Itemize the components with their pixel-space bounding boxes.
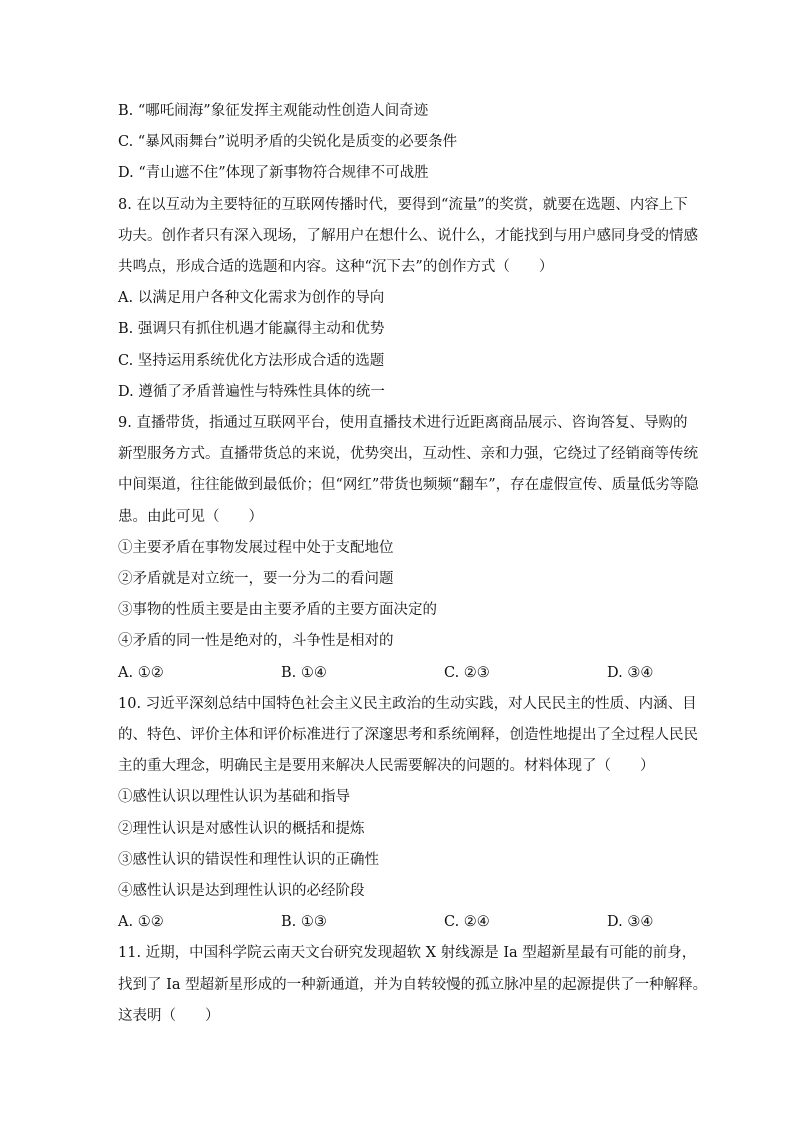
q9-stem-line-2: 新型服务方式。直播带货总的来说，优势突出，互动性、亲和力强，它绕过了经销商等传统 bbox=[118, 446, 698, 463]
q10-option-a: A. ①② bbox=[118, 914, 164, 931]
q7-option-d: D. “青山遮不住”体现了新事物符合规律不可战胜 bbox=[118, 165, 429, 182]
q7-option-b: B. “哪吒闹海”象征发挥主观能动性创造人间奇迹 bbox=[118, 103, 429, 119]
q10-item-2: ②理性认识是对感性认识的概括和提炼 bbox=[118, 820, 365, 837]
q9-item-1: ①主要矛盾在事物发展过程中处于支配地位 bbox=[118, 539, 394, 556]
q8-option-c: C. 坚持运用系统优化方法形成合适的选题 bbox=[118, 352, 385, 369]
q11-stem-line-2: 找到了 Ia 型超新星形成的一种新通道，并为自转较慢的孤立脉冲星的起源提供了一种解释。 bbox=[118, 976, 708, 993]
q10-item-1: ①感性认识以理性认识为基础和指导 bbox=[118, 789, 350, 806]
q9-item-3: ③事物的性质主要是由主要矛盾的主要方面决定的 bbox=[118, 602, 437, 619]
q10-stem-line-2: 的、特色、评价主体和评价标准进行了深邃思考和系统阐释，创造性地提出了全过程人民民 bbox=[118, 727, 698, 744]
q9-options bbox=[118, 658, 688, 689]
q8-option-b: B. 强调只有抓住机遇才能赢得主动和优势 bbox=[118, 321, 385, 338]
q11-stem-line-1: 11. 近期，中国科学院云南天文台研究发现超软 X 射线源是 Ia 型超新星最有可能的前身， bbox=[118, 945, 697, 962]
q9-stem-line-3: 中间渠道，往往能做到最低价；但“网红”带货也频频“翻车”，存在虚假宣传、质量低劣等隐 bbox=[118, 477, 699, 494]
q10-option-d: D. ③④ bbox=[607, 914, 654, 931]
q10-item-3: ③感性认识的错误性和理性认识的正确性 bbox=[118, 851, 379, 868]
q8-stem-line-3: 共鸣点，形成合适的选题和内容。这种“沉下去”的创作方式（ ） bbox=[118, 259, 554, 276]
q9-option-a: A. ①② bbox=[118, 664, 164, 681]
q10-item-4: ④感性认识是达到理性认识的必经阶段 bbox=[118, 883, 365, 900]
q9-item-4: ④矛盾的同一性是绝对的，斗争性是相对的 bbox=[118, 633, 394, 650]
q9-stem-line-1: 9. 直播带货，指通过互联网平台，使用直播技术进行近距离商品展示、咨询答复、导购的 bbox=[118, 415, 688, 432]
document-page bbox=[118, 96, 708, 1032]
q8-stem-line-2: 功夫。创作者只有深入现场，了解用户在想什么、说什么，才能找到与用户感同身受的情感 bbox=[118, 227, 698, 244]
q8-option-a: A. 以满足用户各种文化需求为创作的导向 bbox=[118, 290, 385, 307]
q10-option-b: B. ①③ bbox=[281, 914, 327, 931]
q9-stem-line-4: 患。由此可见（ ） bbox=[118, 508, 263, 525]
q8-stem-line-1: 8. 在以互动为主要特征的互联网传播时代，要得到“流量”的奖赏，就要在选题、内容上下 bbox=[118, 196, 688, 213]
q9-option-c: C. ②③ bbox=[444, 664, 490, 681]
q7-option-c: C. “暴风雨舞台”说明矛盾的尖锐化是质变的必要条件 bbox=[118, 134, 458, 151]
q9-option-d: D. ③④ bbox=[607, 664, 654, 681]
q10-options bbox=[118, 907, 688, 938]
q9-item-2: ②矛盾就是对立统一，要一分为二的看问题 bbox=[118, 571, 394, 588]
q9-option-b: B. ①④ bbox=[281, 664, 327, 681]
q10-stem-line-3: 主的重大理念，明确民主是要用来解决人民需要解决的问题的。材料体现了（ ） bbox=[118, 758, 655, 775]
q10-option-c: C. ②④ bbox=[444, 914, 490, 931]
q8-option-d: D. 遵循了矛盾普遍性与特殊性具体的统一 bbox=[118, 383, 385, 400]
q11-stem-line-3: 这表明（ ） bbox=[118, 1007, 220, 1024]
q10-stem-line-1: 10. 习近平深刻总结中国特色社会主义民主政治的生动实践，对人民民主的性质、内涵、目 bbox=[118, 695, 697, 712]
